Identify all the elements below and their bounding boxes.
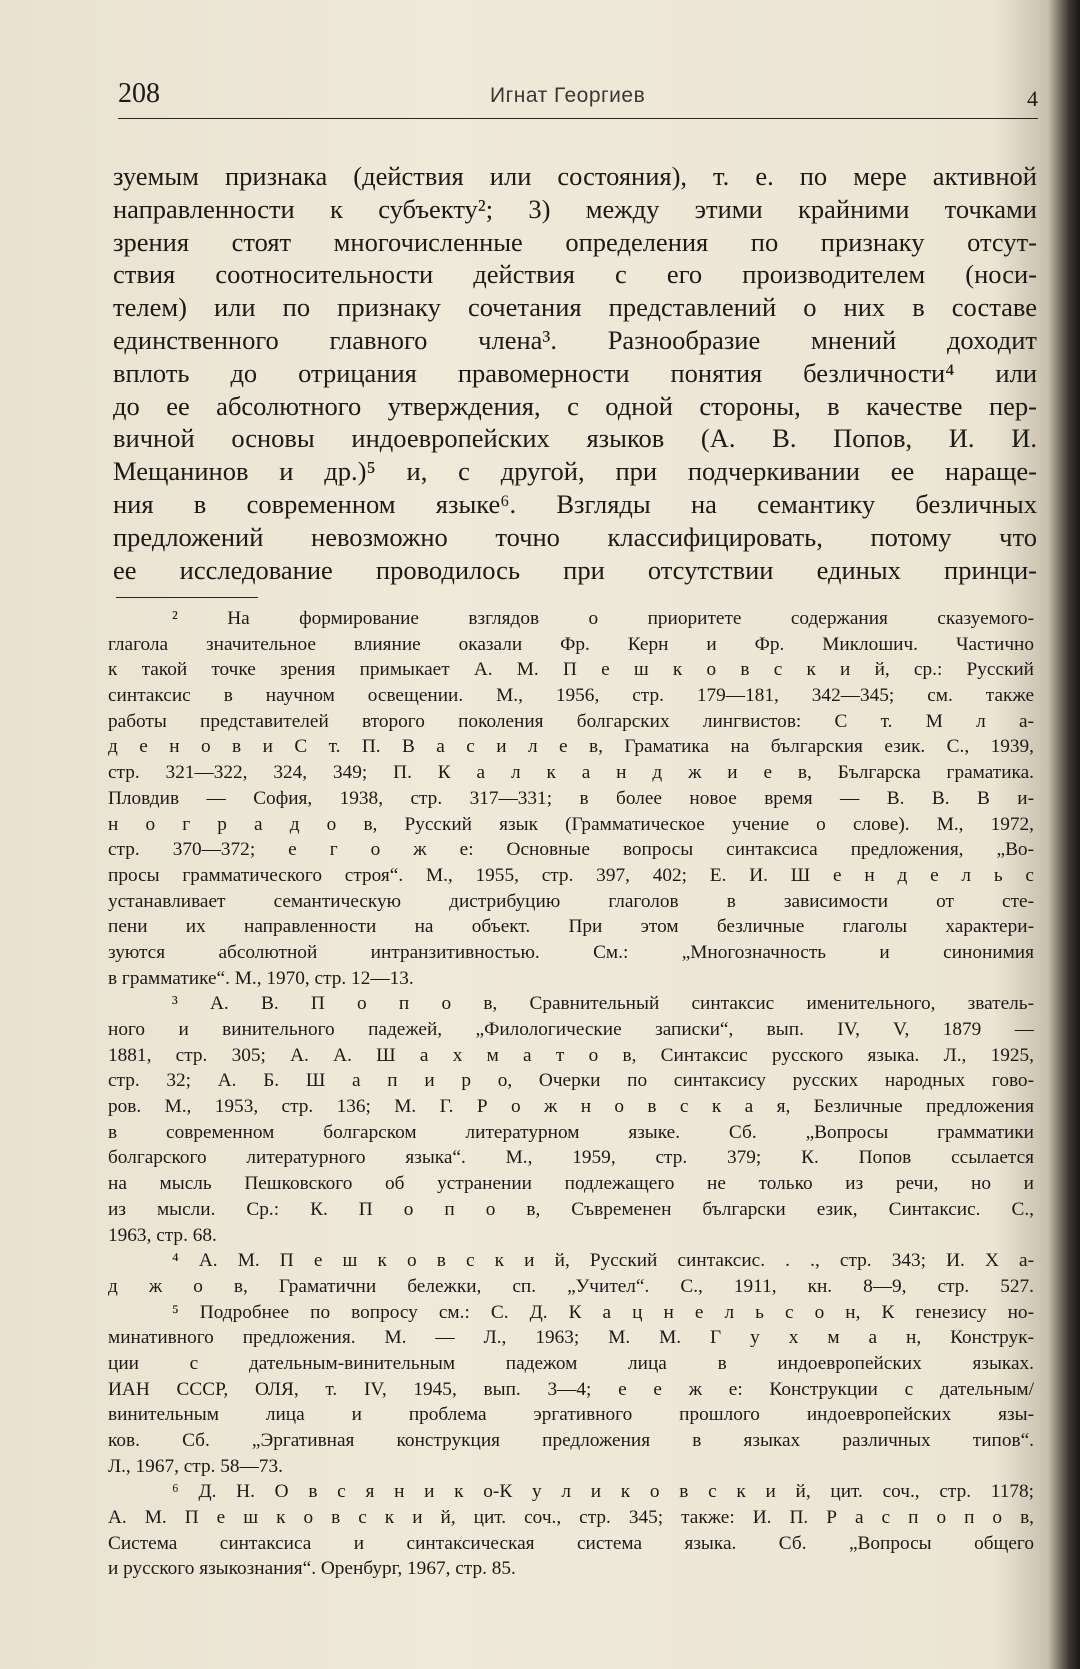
footnote-line: ции с дательным-винительным падежом лица в индоевропейских языках.	[108, 1352, 1034, 1374]
footnote-line: минативного предложения. М. — Л., 1963; М. М. Г у х м а н, Конструк-	[108, 1327, 1034, 1349]
footnote-line: д е н о в и С т. П. В а с и л е в, Граматика на българския език. С., 1939,	[108, 736, 1034, 758]
text-line: до ее абсолютного утверждения, с одной стороны, в качестве пер-	[113, 390, 1037, 421]
footnote-line: ИАН СССР, ОЛЯ, т. IV, 1945, вып. 3—4; е е ж е: Конструкции с дательным/	[108, 1378, 1034, 1400]
footnote-line: Пловдив — София, 1938, стр. 317—331; в более новое время — В. В. В и-	[108, 787, 1034, 809]
text-line: предложений невозможно точно классифицировать, потому что	[113, 521, 1037, 552]
footnote-line: стр. 321—322, 324, 349; П. К а л к а н д ж и е в, Българска граматика.	[108, 762, 1034, 784]
footnote-line: в современном болгарском литературном языке. Сб. „Вопросы грамматики	[108, 1121, 1034, 1143]
footnote-line: стр. 32; А. Б. Ш а п и р о, Очерки по синтаксису русских народных гово-	[108, 1070, 1034, 1092]
text-line: Мещанинов и др.)⁵ и, с другой, при подчеркивании ее нараще-	[113, 456, 1037, 487]
footnote-line: ⁴ А. М. П е ш к о в с к и й, Русский синтаксис. . ., стр. 343; И. Х а-	[172, 1250, 1034, 1272]
running-head: Игнат Георгиев	[490, 84, 646, 107]
footnote-line: из мысли. Ср.: К. П о п о в, Съвременен български език, Синтаксис. С.,	[108, 1198, 1034, 1220]
text-line: вичной основы индоевропейских языков (А. В. Попов, И. И.	[113, 423, 1037, 454]
footnote-line: в грамматике“. М., 1970, стр. 12—13.	[108, 967, 414, 989]
footnote-line: ков. Сб. „Эргативная конструкция предложения в языках различных типов“.	[108, 1430, 1034, 1451]
footnote-line: просы грамматического строя“. М., 1955, стр. 397, 402; Е. И. Ш е н д е л ь с	[108, 864, 1034, 886]
footnote-line: д ж о в, Граматични бележки, сп. „Учител“. С., 1911, кн. 8—9, стр. 527.	[108, 1275, 1034, 1297]
main-text	[113, 160, 1037, 586]
footnote-line: зуются абсолютной интранзитивностью. См.: „Многозначность и синонимия	[108, 941, 1034, 963]
footnote-line: 1881, стр. 305; А. А. Ш а х м а т о в, Синтаксис русского языка. Л., 1925,	[108, 1044, 1034, 1066]
footnote-line: Система синтаксиса и синтаксическая система языка. Сб. „Вопросы общего	[108, 1532, 1034, 1554]
text-line: телем) или по признаку сочетания представлений о них в составе	[113, 292, 1037, 323]
footnote-line: болгарского литературного языка“. М., 1959, стр. 379; К. Попов ссылается	[108, 1147, 1034, 1169]
footnote-line: к такой точке зрения примыкает А. М. П е ш к о в с к и й, ср.: Русский	[108, 659, 1034, 681]
text-line: зрения стоят многочисленные определения по признаку отсут-	[113, 226, 1037, 257]
text-line: единственного главного члена³. Разнообразие мнений доходит	[113, 324, 1037, 355]
corner-mark: 4	[1027, 86, 1038, 111]
footnote-line: Л., 1967, стр. 58—73.	[108, 1455, 283, 1477]
footnote-line: работы представителей второго поколения болгарских лингвистов: С т. М л а-	[108, 710, 1034, 732]
footnote-line: пени их направленности на объект. При этом безличные глаголы характери-	[108, 916, 1034, 938]
footnote-line: стр. 370—372; е г о ж е: Основные вопросы синтаксиса предложения, „Во-	[108, 839, 1034, 861]
footnote-line: винительным лица и проблема эргативного прошлого индоевропейских язы-	[108, 1404, 1034, 1426]
footnote-line: 1963, стр. 68.	[108, 1224, 217, 1246]
footnote-line: ного и винительного падежей, „Филологические записки“, вып. IV, V, 1879 —	[108, 1019, 1034, 1040]
text-line: ния в современном языке⁶. Взгляды на семантику безличных	[113, 488, 1037, 519]
footnote-line: и русского языкознания“. Оренбург, 1967, стр. 85.	[108, 1558, 516, 1580]
page-header	[118, 78, 1038, 119]
text-line: зуемым признака (действия или состояния), т. е. по мере активной	[113, 161, 1037, 191]
footnote-line: устанавливает семантическую дистрибуцию глаголов в зависимости от сте-	[108, 890, 1034, 912]
page-number: 208	[118, 78, 160, 109]
text-line: ее исследование проводилось при отсутствии единых принци-	[113, 554, 1037, 585]
footnote-separator	[116, 597, 258, 598]
footnote-line: ⁶ Д. Н. О в с я н и к о-К у л и к о в с к и й, цит. соч., стр. 1178;	[172, 1481, 1034, 1503]
text-line: ствия соотносительности действия с его производителем (носи-	[113, 259, 1037, 290]
footnote-line: ² На формирование взглядов о приоритете содержания сказуемого-	[172, 608, 1034, 629]
footnote-line: А. М. П е ш к о в с к и й, цит. соч., стр. 345; также: И. П. Р а с п о п о в,	[108, 1507, 1034, 1529]
footnote-line: глагола значительное влияние оказали Фр. Керн и Фр. Миклошич. Частично	[108, 633, 1034, 655]
text-line: направленности к субъекту²; 3) между этими крайними точками	[113, 193, 1037, 224]
footnote-line: ³ А. В. П о п о в, Сравнительный синтаксис именительного, зватель-	[172, 993, 1034, 1015]
footnote-line: синтаксис в научном освещении. М., 1956, стр. 179—181, 342—345; см. также	[108, 685, 1034, 707]
footnote-line: н о г р а д о в, Русский язык (Грамматическое учение о слове). М., 1972,	[108, 813, 1034, 835]
text-line: вплоть до отрицания правомерности понятия безличности⁴ или	[113, 357, 1037, 388]
footnote-line: ров. М., 1953, стр. 136; М. Г. Р о ж н о в с к а я, Безличные предложения	[108, 1096, 1034, 1118]
footnote-line: ⁵ Подробнее по вопросу см.: С. Д. К а ц н е л ь с о н, К генезису но-	[172, 1301, 1034, 1323]
footnotes	[108, 606, 1034, 1582]
footnote-line: на мысль Пешковского об устранении подлежащего не только из речи, но и	[108, 1173, 1034, 1195]
